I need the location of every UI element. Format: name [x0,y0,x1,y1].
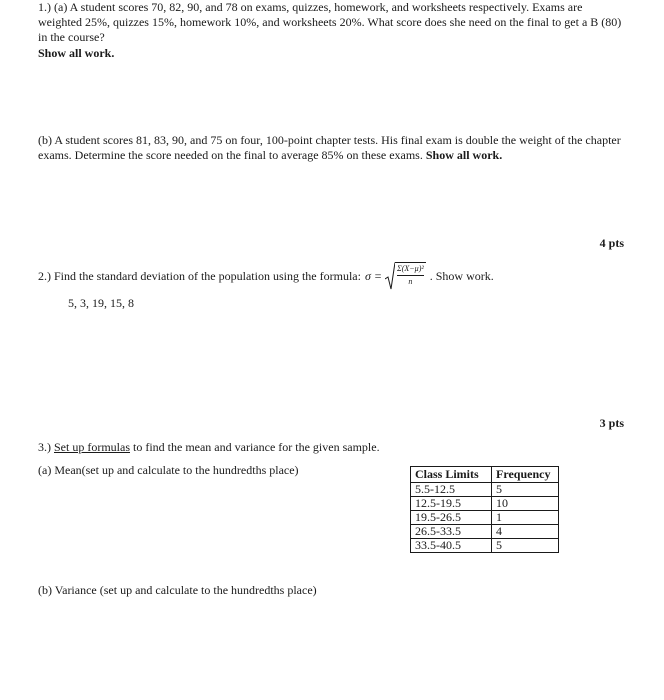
question-3-prefix: 3.) [38,440,51,454]
formula-denominator: n [408,277,413,286]
frequency-cell: 5 [492,539,559,553]
question-3 [38,440,624,455]
frequency-cell: 5 [492,483,559,497]
question-1b [38,133,624,163]
table-row [411,497,559,511]
fraction-bar [397,275,424,276]
table-header-row [411,467,559,483]
question-1b-text: (b) A student scores 81, 83, 90, and 75 on four, 100-point chapter tests. His final exam is double the weight of the chapter exams. Determine the score needed on the final to average 85% on these exams. [38,133,621,162]
question-3b: (b) Variance (set up and calculate to the hundredths place) [38,583,317,597]
question-2 [38,262,494,290]
formula-lhs: σ = [364,268,382,283]
class-limit-cell: 5.5-12.5 [411,483,492,497]
question-2-suffix: . Show work. [429,268,494,283]
frequency-cell: 1 [492,511,559,525]
question-3-underlined: Set up formulas [54,440,130,454]
frequency-cell: 10 [492,497,559,511]
frequency-table [410,466,559,553]
table-row [411,539,559,553]
table-row [411,525,559,539]
std-dev-formula [365,262,426,290]
class-limit-cell: 12.5-19.5 [411,497,492,511]
class-limit-cell: 33.5-40.5 [411,539,492,553]
question-3-rest: to find the mean and variance for the given sample. [133,440,380,454]
square-root [385,262,426,290]
class-limit-cell: 19.5-26.5 [411,511,492,525]
table-row [411,511,559,525]
question-2-points: 4 pts [599,236,624,250]
header-frequency: Frequency [492,467,559,483]
header-class-limits: Class Limits [411,467,492,483]
class-limit-cell: 26.5-33.5 [411,525,492,539]
question-2-prompt: 2.) Find the standard deviation of the population using the formula: [38,268,361,283]
frequency-cell: 4 [492,525,559,539]
radical-sign-icon [385,262,395,290]
table-row [411,483,559,497]
question-1b-show-work: Show all work. [425,148,503,162]
question-2-data: 5, 3, 19, 15, 8 [68,296,134,310]
formula-numerator: Σ(X−μ)² [396,264,424,273]
question-3a: (a) Mean(set up and calculate to the hundredths place) [38,463,299,477]
question-1a-text: 1.) (a) A student scores 70, 82, 90, and 78 on exams, quizzes, homework, and worksheets respectively. Exams are weighted 25%, quizzes 15%, homework 10%, and worksheets 20%. What score does she need on the final to get a B (80) in the course? [38,0,622,44]
question-1a-show-work: Show all work. [38,46,115,60]
radicand-fraction [395,262,426,290]
question-3-points: 3 pts [599,416,624,430]
